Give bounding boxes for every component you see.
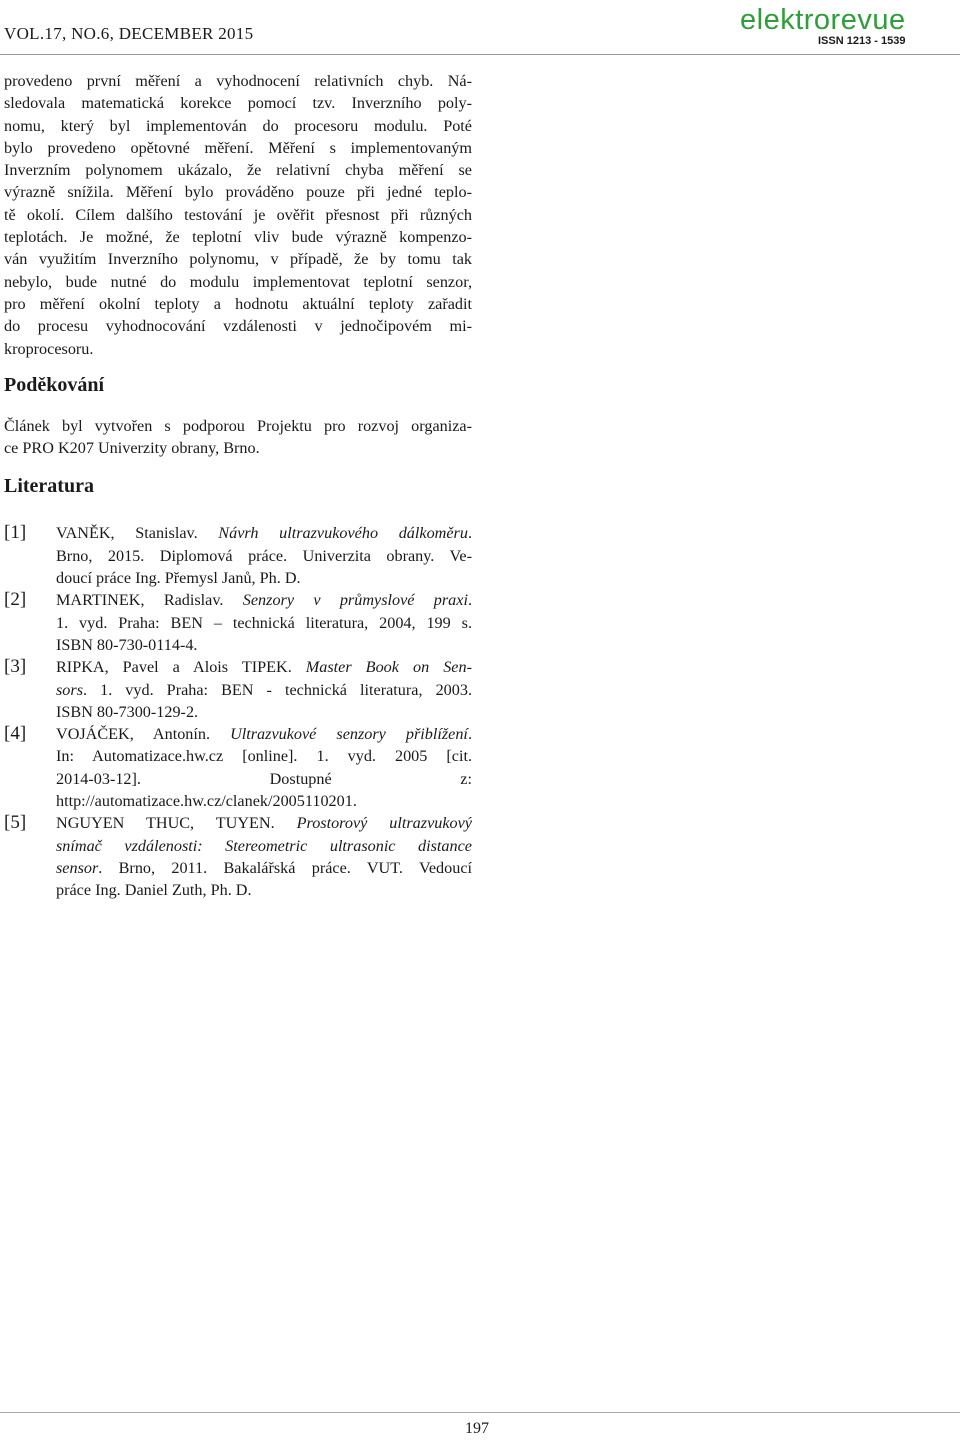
reference-segment: NGUYEN THUC, TUYEN. <box>56 814 297 833</box>
reference-line <box>56 634 472 656</box>
reference-number: [4] <box>4 723 27 745</box>
page-number: 197 <box>465 1420 489 1437</box>
reference-line <box>56 679 472 701</box>
reference-item <box>4 522 472 589</box>
body-paragraph-line: sledovala matematická korekce pomocí tzv. Inverzního poly- <box>4 94 472 113</box>
reference-line <box>56 879 472 901</box>
footer-divider <box>0 1412 960 1413</box>
reference-number: [1] <box>4 522 27 544</box>
body-paragraph-line: tě okolí. Cílem dalšího testování je ověřit přesnost při různých <box>4 205 472 224</box>
reference-text <box>56 522 472 589</box>
reference-line <box>56 790 472 812</box>
reference-segment: . 1. vyd. Praha: BEN - technická literatura, 2003. <box>83 680 472 699</box>
reference-segment: doucí práce Ing. Přemysl Janů, Ph. D. <box>56 569 301 588</box>
reference-text <box>56 589 472 656</box>
reference-line <box>56 545 472 567</box>
reference-segment: ISBN 80-730-0114-4. <box>56 635 198 654</box>
reference-segment: http://automatizace.hw.cz/clanek/2005110201. <box>56 792 357 811</box>
reference-title-segment: Prostorový ultrazvukový <box>296 814 472 833</box>
reference-item <box>4 656 472 723</box>
reference-line <box>56 835 472 857</box>
acknowledgement-line: Článek byl vytvořen s podporou Projektu pro rozvoj organiza- <box>4 416 472 435</box>
reference-line <box>56 812 472 834</box>
body-paragraph-line: Inverzním polynomem ukázalo, že relativní chyba měření se <box>4 161 472 180</box>
article-column <box>4 70 472 902</box>
acknowledgement-line: ce PRO K207 Univerzity obrany, Brno. <box>4 439 260 458</box>
reference-title-segment: sors <box>56 680 83 699</box>
journal-issue-info: VOL.17, NO.6, DECEMBER 2015 <box>4 24 254 43</box>
reference-segment: In: Automatizace.hw.cz [online]. 1. vyd. 2005 [cit. <box>56 747 472 766</box>
body-paragraph-line: teplotách. Je možné, že teplotní vliv bude výrazně kompenzo- <box>4 228 472 247</box>
reference-segment: 1. vyd. Praha: BEN – technická literatura, 2004, 199 s. <box>56 613 472 632</box>
body-paragraph-line: nebylo, bude nutné do modulu implementovat teplotní senzor, <box>4 272 472 291</box>
literature-heading: Literatura <box>4 475 94 498</box>
reference-title-segment: Návrh ultrazvukového dálkoměru <box>218 524 468 543</box>
reference-item <box>4 812 472 901</box>
body-paragraph-line: výrazně snížila. Měření bylo prováděno pouze při jedné teplo- <box>4 183 472 202</box>
elektrorevue-logo <box>738 4 956 48</box>
reference-line <box>56 612 472 634</box>
reference-segment: MARTINEK, Radislav. <box>56 591 243 610</box>
reference-segment: 2014-03-12]. Dostupné z: <box>56 769 472 788</box>
reference-line <box>56 745 472 767</box>
body-paragraph-line: do procesu vyhodnocování vzdálenosti v jednočipovém mi- <box>4 317 472 336</box>
body-paragraph-line: ván využitím Inverzního polynomu, v případě, že by tomu tak <box>4 250 472 269</box>
reference-list <box>4 522 472 901</box>
page-header <box>0 0 960 55</box>
reference-segment: . <box>467 725 472 744</box>
reference-segment: VOJÁČEK, Antonín. <box>56 725 231 744</box>
reference-text <box>56 656 472 723</box>
body-paragraph-line: bylo provedeno opětovné měření. Měření s implementovaným <box>4 138 472 157</box>
reference-title-segment: Ultrazvukové senzory přiblížení <box>230 725 468 744</box>
reference-title-segment: Master Book on Sen- <box>305 658 472 677</box>
reference-line <box>56 857 472 879</box>
reference-title-segment: Senzory v průmyslové praxi <box>242 591 468 610</box>
body-paragraph-line: nomu, který byl implementován do procesoru modulu. Poté <box>4 116 472 135</box>
acknowledgement-text <box>4 415 472 460</box>
reference-number: [3] <box>4 656 27 678</box>
reference-segment: ISBN 80-7300-129-2. <box>56 702 199 721</box>
reference-segment: . <box>467 524 472 543</box>
reference-item <box>4 723 472 812</box>
body-paragraph-line: pro měření okolní teploty a hodnotu aktuální teploty zařadit <box>4 294 472 313</box>
reference-line <box>56 656 472 678</box>
reference-number: [5] <box>4 812 27 834</box>
reference-line <box>56 567 472 589</box>
reference-segment: . <box>467 591 472 610</box>
reference-line <box>56 701 472 723</box>
reference-segment: práce Ing. Daniel Zuth, Ph. D. <box>56 881 252 900</box>
reference-line <box>56 589 472 611</box>
body-paragraph-line: kroprocesoru. <box>4 339 94 358</box>
reference-line <box>56 723 472 745</box>
reference-text <box>56 812 472 901</box>
reference-number: [2] <box>4 589 27 611</box>
logo-wordmark: elektrorevue <box>740 4 906 36</box>
reference-title-segment: sensor <box>56 858 99 877</box>
reference-line <box>56 522 472 544</box>
reference-title-segment: snímač vzdálenosti: Stereometric ultrasonic distance <box>56 836 472 855</box>
issn-label: ISSN 1213 - 1539 <box>818 35 906 47</box>
reference-segment: RIPKA, Pavel a Alois TIPEK. <box>56 658 306 677</box>
reference-item <box>4 589 472 656</box>
reference-segment: VANĚK, Stanislav. <box>56 524 219 543</box>
reference-segment: Brno, 2015. Diplomová práce. Univerzita obrany. Ve- <box>56 546 472 565</box>
reference-text <box>56 723 472 812</box>
body-paragraph-line: provedeno první měření a vyhodnocení relativních chyb. Ná- <box>4 72 472 90</box>
reference-line <box>56 768 472 790</box>
closing-paragraph <box>4 70 472 360</box>
acknowledgement-heading: Poděkování <box>4 373 105 396</box>
reference-segment: . Brno, 2011. Bakalářská práce. VUT. Vedoucí <box>98 858 472 877</box>
